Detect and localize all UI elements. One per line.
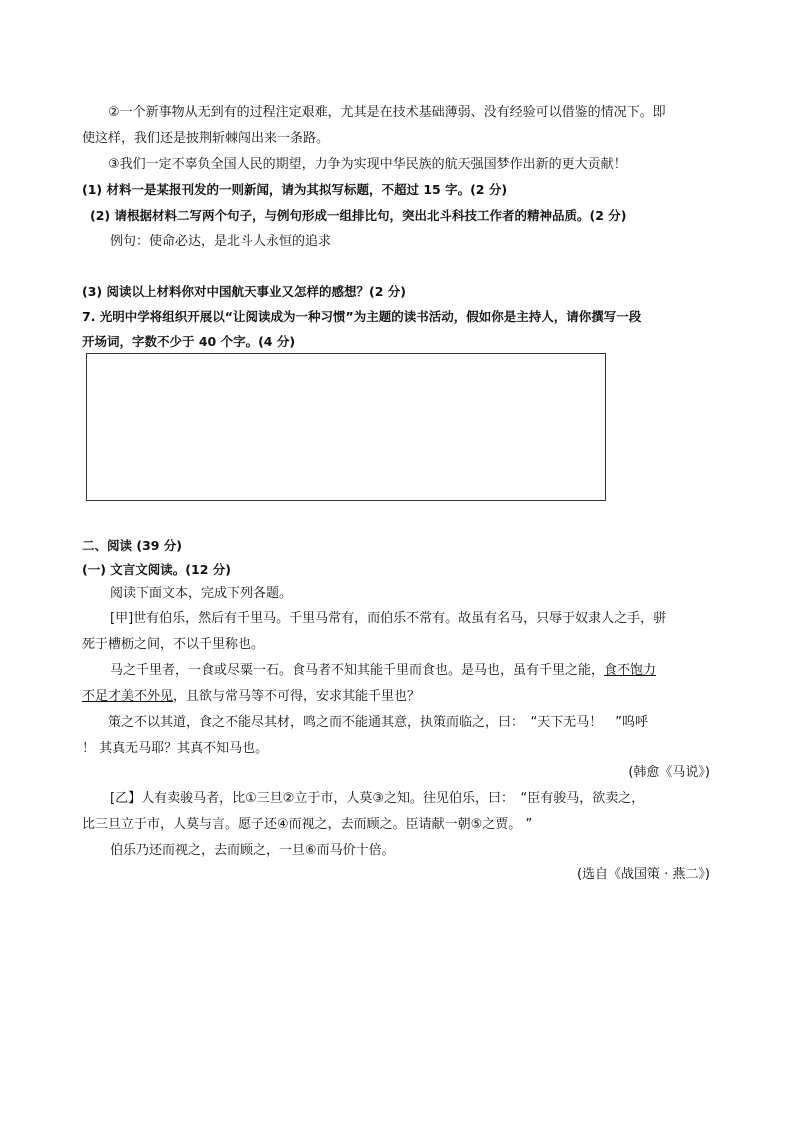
jia-line3-text: 马之千里者，一食或尽粟一石。食马者不知其能千里而食也。是马也，虽有千里之能， bbox=[110, 663, 605, 678]
jia-line3 bbox=[110, 662, 656, 680]
yi-line3: 伯乐乃还而视之，去而顾之，一旦⑥而马价十倍。 bbox=[110, 843, 395, 858]
yi-source: (选自《战国策 · 燕二》) bbox=[576, 867, 710, 882]
answer-box[interactable] bbox=[86, 353, 606, 501]
question-7-line2: 开场词，字数不少于 40 个字。(4 分) bbox=[82, 334, 296, 349]
material-p2-line1: ②一个新事物从无到有的过程注定艰难，尤其是在技术基础薄弱、没有经验可以借鉴的情况下。即 bbox=[108, 105, 666, 120]
question-2: (2) 请根据材料二写两个句子，与例句形成一组排比句，突出北斗科技工作者的精神品质。(2 分) bbox=[90, 208, 627, 223]
section-2-sub1: (一) 文言文阅读。(12 分) bbox=[82, 562, 231, 577]
yi-line2: 比三旦立于市，人莫与言。愿子还④而视之，去而顾之。臣请献一朝⑤之贾。 ” bbox=[82, 817, 533, 832]
question-3: (3) 阅读以上材料你对中国航天事业又怎样的感想？(2 分) bbox=[82, 284, 406, 299]
reading-intro: 阅读下面文本，完成下列各题。 bbox=[110, 586, 293, 601]
jia-line5: 策之不以其道，食之不能尽其材，鸣之而不能通其意，执策而临之，曰： “天下无马！ ”呜呼 bbox=[108, 715, 648, 730]
material-p3: ③我们一定不辜负全国人民的期望，力争为实现中华民族的航天强国梦作出新的更大贡献！ bbox=[108, 157, 627, 172]
material-p2-line2: 使这样，我们还是披荆斩棘闯出来一条路。 bbox=[82, 131, 330, 146]
jia-line4 bbox=[82, 688, 420, 706]
underlined-phrase-2: 不足才美不外见 bbox=[82, 689, 174, 704]
jia-line6: ！ 其真无马耶？其真不知马也。 bbox=[82, 741, 269, 756]
jia-line1: [甲]世有伯乐，然后有千里马。千里马常有，而伯乐不常有。故虽有名马，只辱于奴隶人之手，骈 bbox=[110, 611, 667, 626]
underlined-phrase-1: 食不饱力 bbox=[604, 663, 657, 678]
jia-line4-text: ，且欲与常马等不可得，安求其能千里也？ bbox=[173, 689, 421, 704]
question-2-example: 例句：使命必达，是北斗人永恒的追求 bbox=[110, 234, 332, 249]
question-7-line1: 7. 光明中学将组织开展以“让阅读成为一种习惯”为主题的读书活动，假如你是主持人，请你撰写一段 bbox=[82, 309, 642, 324]
yi-line1: [乙】人有卖骏马者，比①三旦②立于市，人莫③之知。往见伯乐，曰： “臣有骏马，欲卖之， bbox=[110, 791, 645, 806]
section-2-heading: 二、阅读 (39 分) bbox=[82, 538, 183, 553]
question-1: (1) 材料一是某报刊发的一则新闻，请为其拟写标题，不超过 15 字。(2 分) bbox=[82, 182, 508, 197]
jia-source: (韩愈《马说》) bbox=[628, 765, 710, 780]
jia-line2: 死于槽枥之间，不以千里称也。 bbox=[82, 637, 265, 652]
